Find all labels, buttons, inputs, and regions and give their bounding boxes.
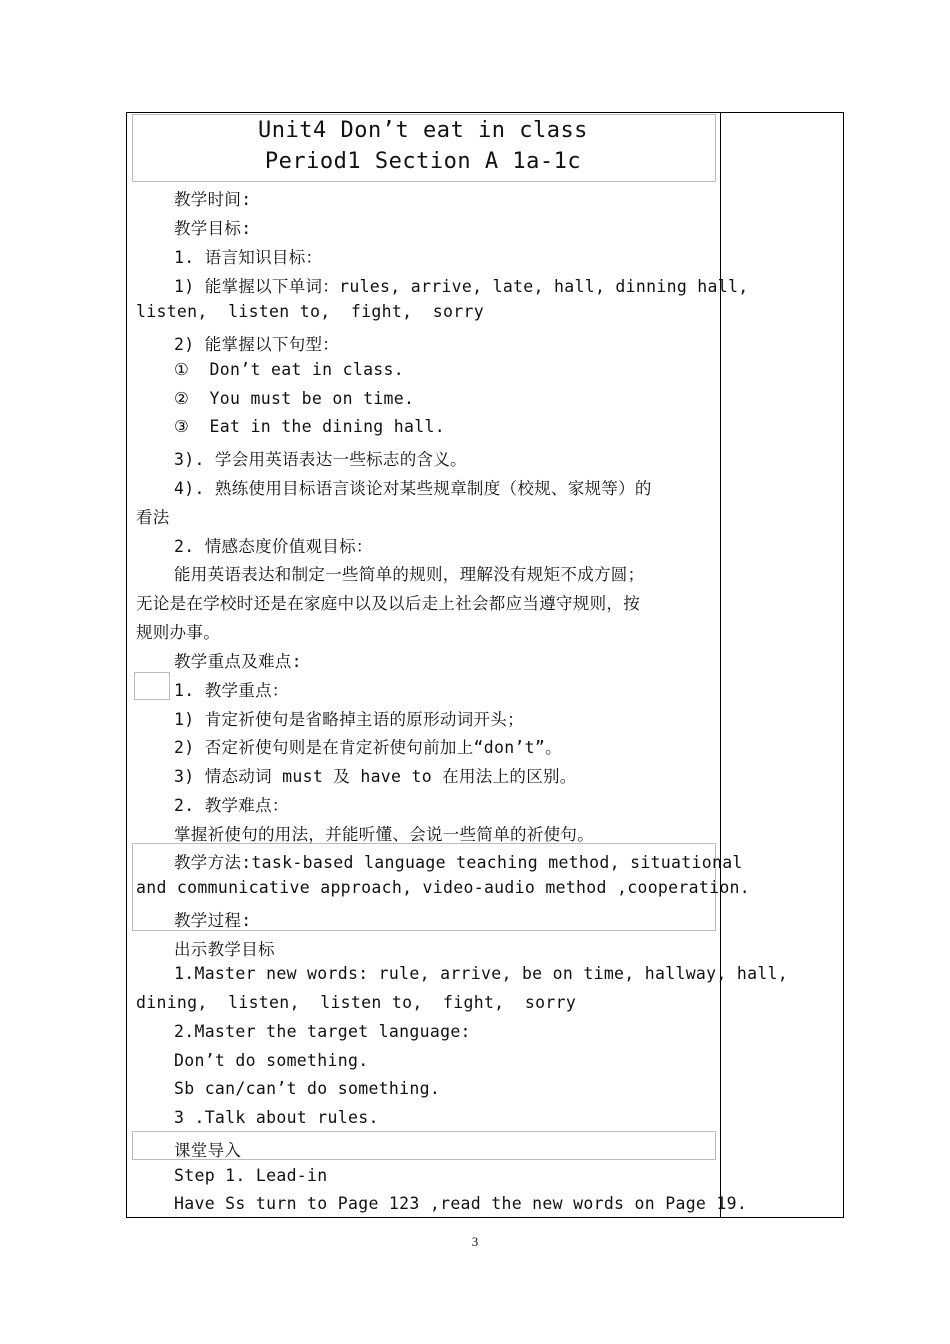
text-line: Sb can/can’t do something. (174, 1079, 441, 1098)
text-line: 2.Master the target language: (174, 1022, 471, 1041)
text-line: 教学方法:task-based language teaching method, situational (174, 853, 743, 872)
text-line: Don’t do something. (174, 1051, 369, 1070)
focus-marker-box (134, 672, 170, 700)
text-line: 规则办事。 (136, 623, 220, 642)
lesson-title-line1: Unit4 Don’t eat in class (258, 118, 588, 143)
text-line: 掌握祈使句的用法，并能听懂、会说一些简单的祈使句。 (174, 825, 594, 844)
page-number: 3 (471, 1234, 479, 1249)
text-line: and communicative approach, video-audio method ,cooperation. (136, 878, 751, 897)
text-line: 3) 情态动词 must 及 have to 在用法上的区别。 (174, 767, 577, 786)
text-line: 1) 肯定祈使句是省略掉主语的原形动词开头； (174, 710, 524, 729)
text-line: Step 1. Lead-in (174, 1166, 328, 1185)
text-line: 无论是在学校时还是在家庭中以及以后走上社会都应当遵守规则，按 (136, 594, 640, 613)
lesson-title-line2: Period1 Section A 1a-1c (264, 149, 582, 174)
text-line: 教学时间: (174, 190, 252, 209)
text-line: 2) 能掌握以下句型： (174, 335, 340, 354)
text-line: 出示教学目标 (174, 940, 275, 959)
text-line: ① Don’t eat in class. (174, 360, 405, 379)
text-line: 看法 (136, 508, 170, 527)
text-line: 3 .Talk about rules. (174, 1108, 379, 1127)
text-line: 3). 学会用英语表达一些标志的含义。 (174, 450, 467, 469)
text-line: listen, listen to, fight, sorry (136, 302, 484, 321)
text-line: 1. 语言知识目标： (174, 248, 323, 267)
text-line: 教学重点及难点: (174, 652, 302, 671)
text-line: 4). 熟练使用目标语言谈论对某些规章制度（校规、家规等）的 (174, 479, 652, 498)
text-line: 2. 教学难点： (174, 796, 289, 815)
text-line: 2) 否定祈使句则是在肯定祈使句前加上“don’t”。 (174, 738, 562, 757)
text-line: 教学目标: (174, 219, 252, 238)
text-line: 2. 情感态度价值观目标： (174, 537, 373, 556)
text-line: 教学过程: (174, 911, 252, 930)
text-line: 能用英语表达和制定一些简单的规则，理解没有规矩不成方圆； (174, 565, 645, 584)
text-line: 1. 教学重点： (174, 681, 289, 700)
text-line: ③ Eat in the dining hall. (174, 417, 445, 436)
text-line: 1.Master new words: rule, arrive, be on time, hallway, hall, (174, 964, 789, 983)
text-line: ② You must be on time. (174, 389, 415, 408)
text-line: dining, listen, listen to, fight, sorry (136, 993, 577, 1012)
text-line: 课堂导入 (174, 1141, 242, 1160)
text-line: 1) 能掌握以下单词：rules, arrive, late, hall, dinning hall, (174, 277, 749, 296)
text-line: Have Ss turn to Page 123 ,read the new words on Page 19. (174, 1194, 748, 1213)
